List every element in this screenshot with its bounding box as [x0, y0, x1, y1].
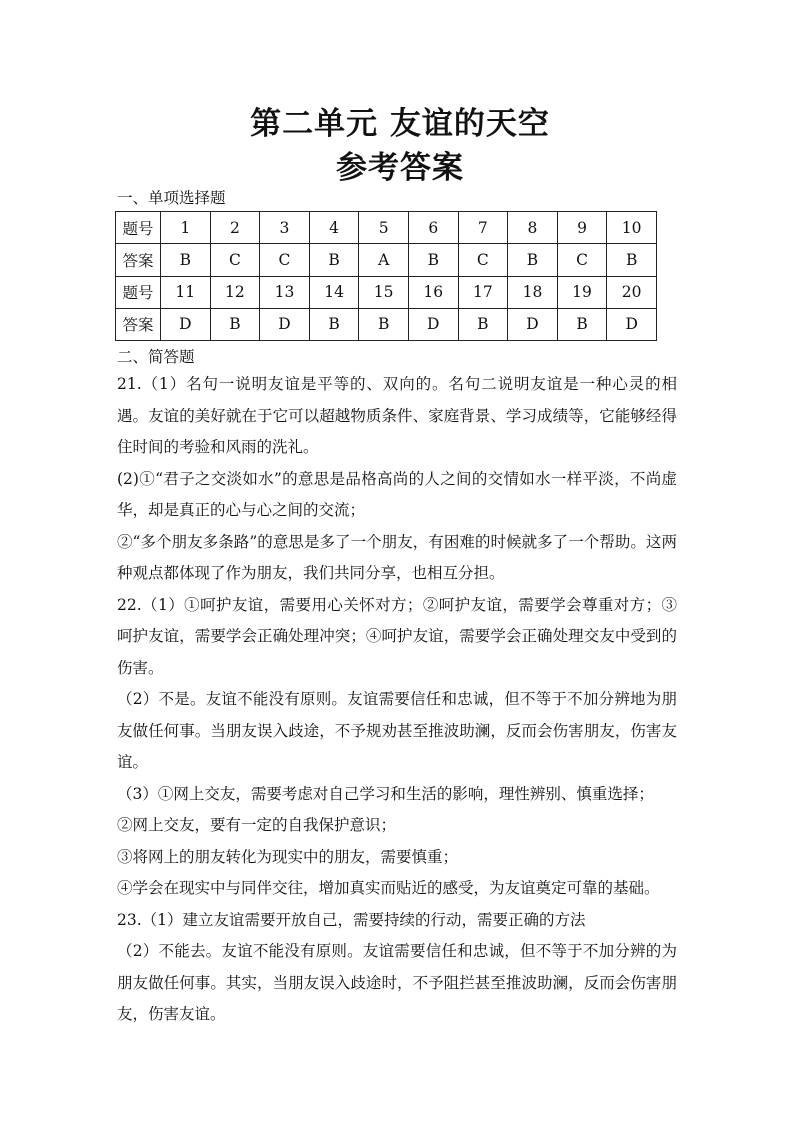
table-cell: 20 — [607, 276, 657, 308]
answer-paragraph: 23.（1）建立友谊需要开放自己，需要持续的行动，需要正确的方法 — [117, 910, 586, 929]
table-cell: C — [260, 244, 310, 276]
table-cell: 18 — [508, 276, 558, 308]
table-cell: B — [458, 308, 508, 340]
row-label: 题号 — [116, 212, 161, 244]
table-cell: D — [607, 308, 657, 340]
table-cell: 14 — [309, 276, 359, 308]
table-cell: 19 — [557, 276, 607, 308]
page-subtitle: 参考答案 — [336, 150, 464, 186]
answer-paragraph: ②“多个朋友多条路”的意思是多了一个朋友，有困难的时候就多了一个帮助。这两种观点都体现了作为朋友，我们共同分享，也相互分担。 — [117, 532, 677, 582]
table-cell: D — [161, 308, 211, 340]
table-cell: C — [210, 244, 260, 276]
table-cell: D — [260, 308, 310, 340]
answer-paragraph: （2）不能去。友谊不能没有原则。友谊需要信任和忠诚，但不等于不加分辨的为朋友做任何事。其实，当朋友误入歧途时，不予阻拦甚至推波助澜，反而会伤害朋友，伤害友谊。 — [117, 942, 677, 1023]
answer-paragraph: 22.（1）①呵护友谊，需要用心关怀对方；②呵护友谊，需要学会尊重对方；③呵护友谊，需要学会正确处理冲突；④呵护友谊，需要学会正确处理交友中受到的伤害。 — [117, 595, 677, 677]
table-cell: 8 — [508, 212, 558, 244]
table-cell: 16 — [408, 276, 458, 308]
table-cell: 4 — [309, 212, 359, 244]
table-row — [116, 244, 657, 276]
answer-paragraph: ③将网上的朋友转化为现实中的朋友，需要慎重； — [117, 847, 459, 866]
table-cell: 17 — [458, 276, 508, 308]
row-label: 答案 — [116, 308, 161, 340]
table-cell: 7 — [458, 212, 508, 244]
table-cell: 13 — [260, 276, 310, 308]
table-row — [116, 308, 657, 340]
table-cell: C — [458, 244, 508, 276]
table-cell: 5 — [359, 212, 409, 244]
answer-paragraph: （3）①网上交友，需要考虑对自己学习和生活的影响，理性辨别、慎重选择； — [117, 784, 654, 803]
section-heading-choice: 一、单项选择题 — [117, 189, 226, 207]
row-label: 题号 — [116, 276, 161, 308]
table-cell: 9 — [557, 212, 607, 244]
table-cell: C — [557, 244, 607, 276]
table-cell: B — [309, 244, 359, 276]
table-cell: B — [607, 244, 657, 276]
table-cell: 6 — [408, 212, 458, 244]
answer-paragraph: 21.（1）名句一说明友谊是平等的、双向的。名句二说明友谊是一种心灵的相遇。友谊的美好就在于它可以超越物质条件、家庭背景、学习成绩等，它能够经得住时间的考验和风雨的洗礼。 — [117, 375, 677, 456]
table-row — [116, 212, 657, 244]
table-cell: D — [508, 308, 558, 340]
table-cell: B — [359, 308, 409, 340]
answer-paragraph: （2）不是。友谊不能没有原则。友谊需要信任和忠诚，但不等于不加分辨地为朋友做任何事。当朋友误入歧途，不予规劝甚至推波助澜，反而会伤害朋友，伤害友谊。 — [117, 690, 677, 771]
answer-paragraph: ②网上交友，要有一定的自我保护意识； — [117, 816, 397, 834]
table-cell: B — [161, 244, 211, 276]
table-cell: 12 — [210, 276, 260, 308]
table-cell: B — [309, 308, 359, 340]
answer-paragraph: (2)①“君子之交淡如水”的意思是品格高尚的人之间的交情如水一样平淡，不尚虚华，却是真正的心与心之间的交流； — [117, 469, 677, 519]
table-cell: 3 — [260, 212, 310, 244]
table-cell: 1 — [161, 212, 211, 244]
answer-table — [115, 211, 657, 341]
row-label: 答案 — [116, 244, 161, 276]
answer-body — [117, 369, 677, 1031]
table-cell: B — [408, 244, 458, 276]
table-cell: D — [408, 308, 458, 340]
page-title: 第二单元 友谊的天空 — [250, 106, 550, 142]
table-cell: 10 — [607, 212, 657, 244]
table-cell: 11 — [161, 276, 211, 308]
table-cell: B — [508, 244, 558, 276]
table-cell: A — [359, 244, 409, 276]
table-cell: 15 — [359, 276, 409, 308]
table-cell: B — [210, 308, 260, 340]
section-heading-short-answer: 二、简答题 — [117, 348, 195, 366]
answer-paragraph: ④学会在现实中与同伴交往，增加真实而贴近的感受，为友谊奠定可靠的基础。 — [117, 879, 660, 897]
table-row — [116, 276, 657, 308]
table-cell: 2 — [210, 212, 260, 244]
table-cell: B — [557, 308, 607, 340]
